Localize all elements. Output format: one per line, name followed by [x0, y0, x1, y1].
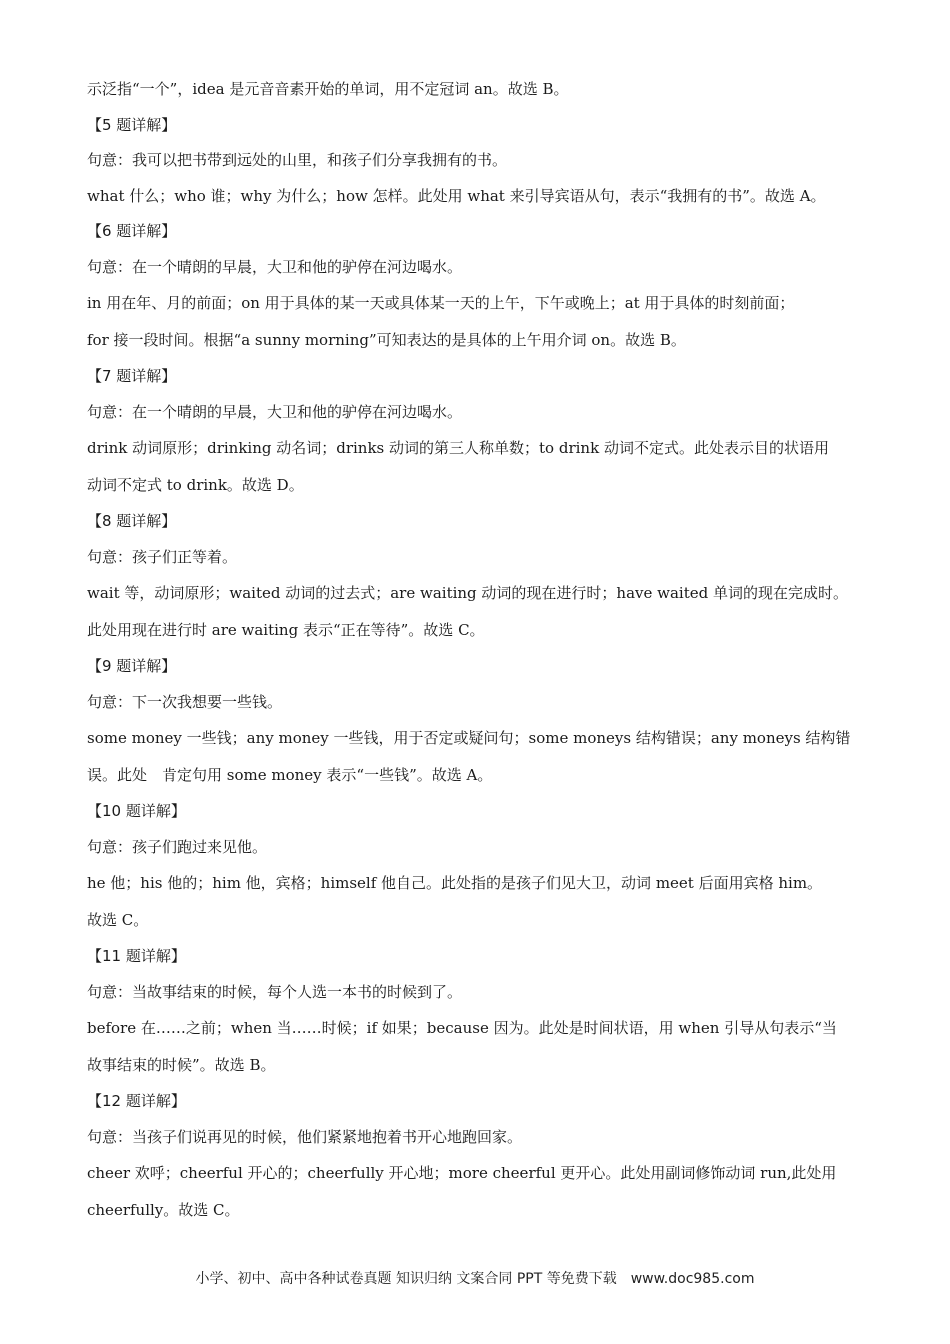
explanation-line: 故事结束的时候”。故选 B。 — [87, 1056, 276, 1074]
explanation-line: 动词不定式 to drink。故选 D。 — [87, 476, 304, 494]
sentence-meaning: 句意：孩子们跑过来见他。 — [87, 837, 268, 856]
explanation-line: in 用在年、月的前面；on 用于具体的某一天或具体某一天的上午，下午或晚上；at 用于具体的时刻前面； — [87, 294, 795, 312]
explanation-line: for 接一段时间。根据“a sunny morning”可知表达的是具体的上午用介词 on。故选 B。 — [87, 331, 686, 349]
explanation-line: before 在……之前；when 当……时候；if 如果；because 因为。此处是时间状语，用 when 引导从句表示“当 — [87, 1019, 837, 1037]
sentence-meaning: 句意：下一次我想要一些钱。 — [87, 692, 283, 711]
section-heading: 【11 题详解】 — [87, 947, 186, 965]
section-6 — [87, 214, 877, 359]
section-heading: 【6 题详解】 — [87, 222, 177, 240]
explanation-line: 此处用现在进行时 are waiting 表示“正在等待”。故选 C。 — [87, 621, 485, 639]
sentence-meaning: 句意：在一个晴朗的早晨，大卫和他的驴停在河边喝水。 — [87, 402, 463, 421]
explanation-line: 误。此处 肯定句用 some money 表示“一些钱”。故选 A。 — [87, 766, 493, 784]
page-footer: 小学、初中、高中各种试卷真题 知识归纳 文案合同 PPT 等免费下载 www.doc985.com — [195, 1271, 755, 1287]
section-heading: 【12 题详解】 — [87, 1092, 186, 1110]
section-heading: 【9 题详解】 — [87, 657, 177, 675]
section-5 — [87, 108, 877, 215]
explanation-line: 故选 C。 — [87, 911, 149, 929]
explanation-line: wait 等，动词原形；waited 动词的过去式；are waiting 动词的现在进行时；have waited 单词的现在完成时。 — [87, 584, 849, 602]
explanation-line: cheerfully。故选 C。 — [87, 1201, 240, 1219]
sentence-meaning: 句意：在一个晴朗的早晨，大卫和他的驴停在河边喝水。 — [87, 257, 463, 276]
explanation-line: drink 动词原形；drinking 动名词；drinks 动词的第三人称单数；to drink 动词不定式。此处表示目的状语用 — [87, 439, 829, 457]
document-body — [87, 72, 877, 1229]
explanation-line: some money 一些钱；any money 一些钱，用于否定或疑问句；some moneys 结构错误；any moneys 结构错 — [87, 729, 851, 747]
explanation-line: what 什么；who 谁；why 为什么；how 怎样。此处用 what 来引导宾语从句，表示“我拥有的书”。故选 A。 — [87, 186, 826, 205]
section-heading: 【5 题详解】 — [87, 115, 177, 134]
section-10 — [87, 794, 877, 939]
sentence-meaning: 句意：孩子们正等着。 — [87, 547, 238, 566]
sentence-meaning: 句意：当孩子们说再见的时候，他们紧紧地抱着书开心地跑回家。 — [87, 1127, 523, 1146]
sentence-meaning: 句意：我可以把书带到远处的山里，和孩子们分享我拥有的书。 — [87, 151, 508, 169]
explanation-line: he 他；his 他的；him 他，宾格；himself 他自己。此处指的是孩子们见大卫，动词 meet 后面用宾格 him。 — [87, 874, 823, 892]
intro-line: 示泛指“一个”，idea 是元音音素开始的单词，用不定冠词 an。故选 B。 — [87, 80, 569, 98]
section-heading: 【7 题详解】 — [87, 367, 177, 385]
explanation-line: cheer 欢呼；cheerful 开心的；cheerfully 开心地；more cheerful 更开心。此处用副词修饰动词 run,此处用 — [87, 1164, 837, 1182]
section-heading: 【8 题详解】 — [87, 512, 177, 530]
section-12 — [87, 1084, 877, 1229]
section-9 — [87, 649, 877, 794]
section-11 — [87, 939, 877, 1084]
section-7 — [87, 359, 877, 504]
sentence-meaning: 句意：当故事结束的时候，每个人选一本书的时候到了。 — [87, 982, 463, 1001]
section-heading: 【10 题详解】 — [87, 802, 186, 820]
section-8 — [87, 504, 877, 649]
